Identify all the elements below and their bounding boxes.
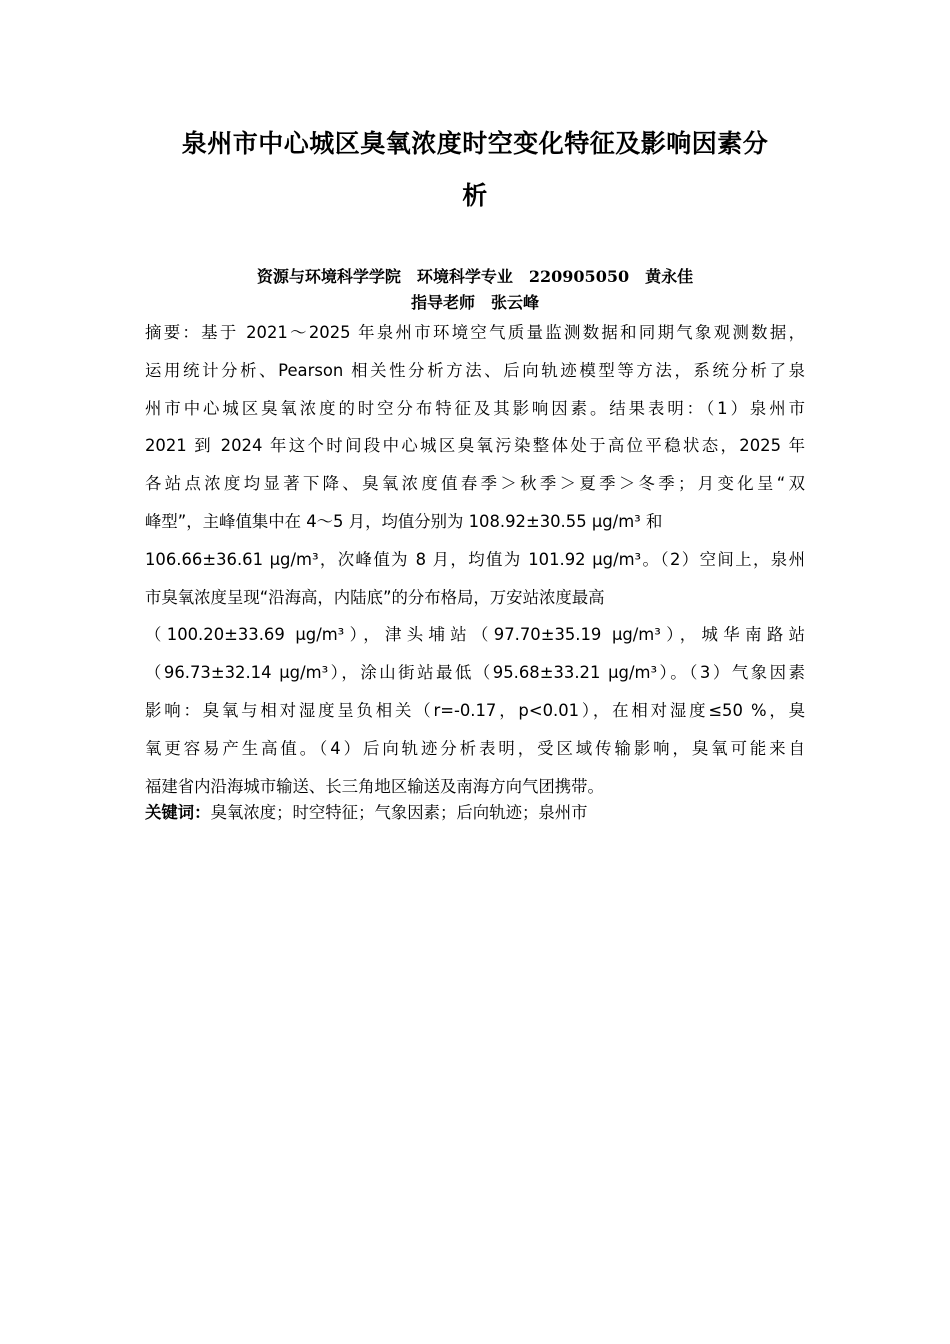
abstract-line: 市臭氧浓度呈现“沿海高，内陆底”的分布格局，万安站浓度最高 — [145, 587, 605, 607]
abstract-line: 摘要：基于 2021～2025 年泉州市环境空气质量监测数据和同期气象观测数据， — [145, 323, 805, 342]
paper-title-line-1: 泉州市中心城区臭氧浓度时空变化特征及影响因素分 — [181, 129, 769, 158]
abstract-line: 运用统计分析、Pearson 相关性分析方法、后向轨迹模型等方法，系统分析了泉 — [145, 360, 805, 380]
keywords-label: 关键词： — [145, 803, 211, 822]
abstract — [145, 314, 805, 805]
advisor-line: 指导老师 张云峰 — [410, 293, 539, 312]
abstract-line: 2021 到 2024 年这个时间段中心城区臭氧污染整体处于高位平稳状态，2025 年 — [145, 436, 805, 456]
abstract-line: 影响：臭氧与相对湿度呈负相关（r=-0.17，p<0.01），在相对湿度≤50 %，臭 — [145, 700, 805, 720]
paper-title — [130, 118, 820, 222]
abstract-line: （96.73±32.14 μg/m³），涂山街站最低（95.68±33.21 μg/m³）。（3）气象因素 — [145, 663, 805, 683]
author-line: 资源与环境科学学院 环境科学专业 220905050 黄永佳 — [256, 267, 694, 286]
abstract-line: 106.66±36.61 μg/m³，次峰值为 8 月，均值为 101.92 μg/m³。（2）空间上，泉州 — [145, 549, 805, 569]
abstract-line: 氧更容易产生高值。（4）后向轨迹分析表明，受区域传输影响，臭氧可能来自 — [145, 738, 805, 758]
abstract-line: 各站点浓度均显著下降、臭氧浓度值春季＞秋季＞夏季＞冬季；月变化呈“双 — [145, 474, 805, 494]
abstract-line: 州市中心城区臭氧浓度的时空分布特征及其影响因素。结果表明：（1）泉州市 — [145, 398, 805, 418]
paper-title-line-2: 析 — [462, 181, 488, 210]
abstract-line: 峰型”，主峰值集中在 4～5 月，均值分别为 108.92±30.55 μg/m³ 和 — [145, 511, 663, 531]
abstract-line: （100.20±33.69 μg/m³），津头埔站（97.70±35.19 μg/m³），城华南路站 — [145, 625, 805, 645]
keywords-text: 臭氧浓度；时空特征；气象因素；后向轨迹；泉州市 — [210, 803, 588, 822]
abstract-line: 福建省内沿海城市输送、长三角地区输送及南海方向气团携带。 — [145, 776, 604, 796]
keywords — [145, 794, 805, 831]
